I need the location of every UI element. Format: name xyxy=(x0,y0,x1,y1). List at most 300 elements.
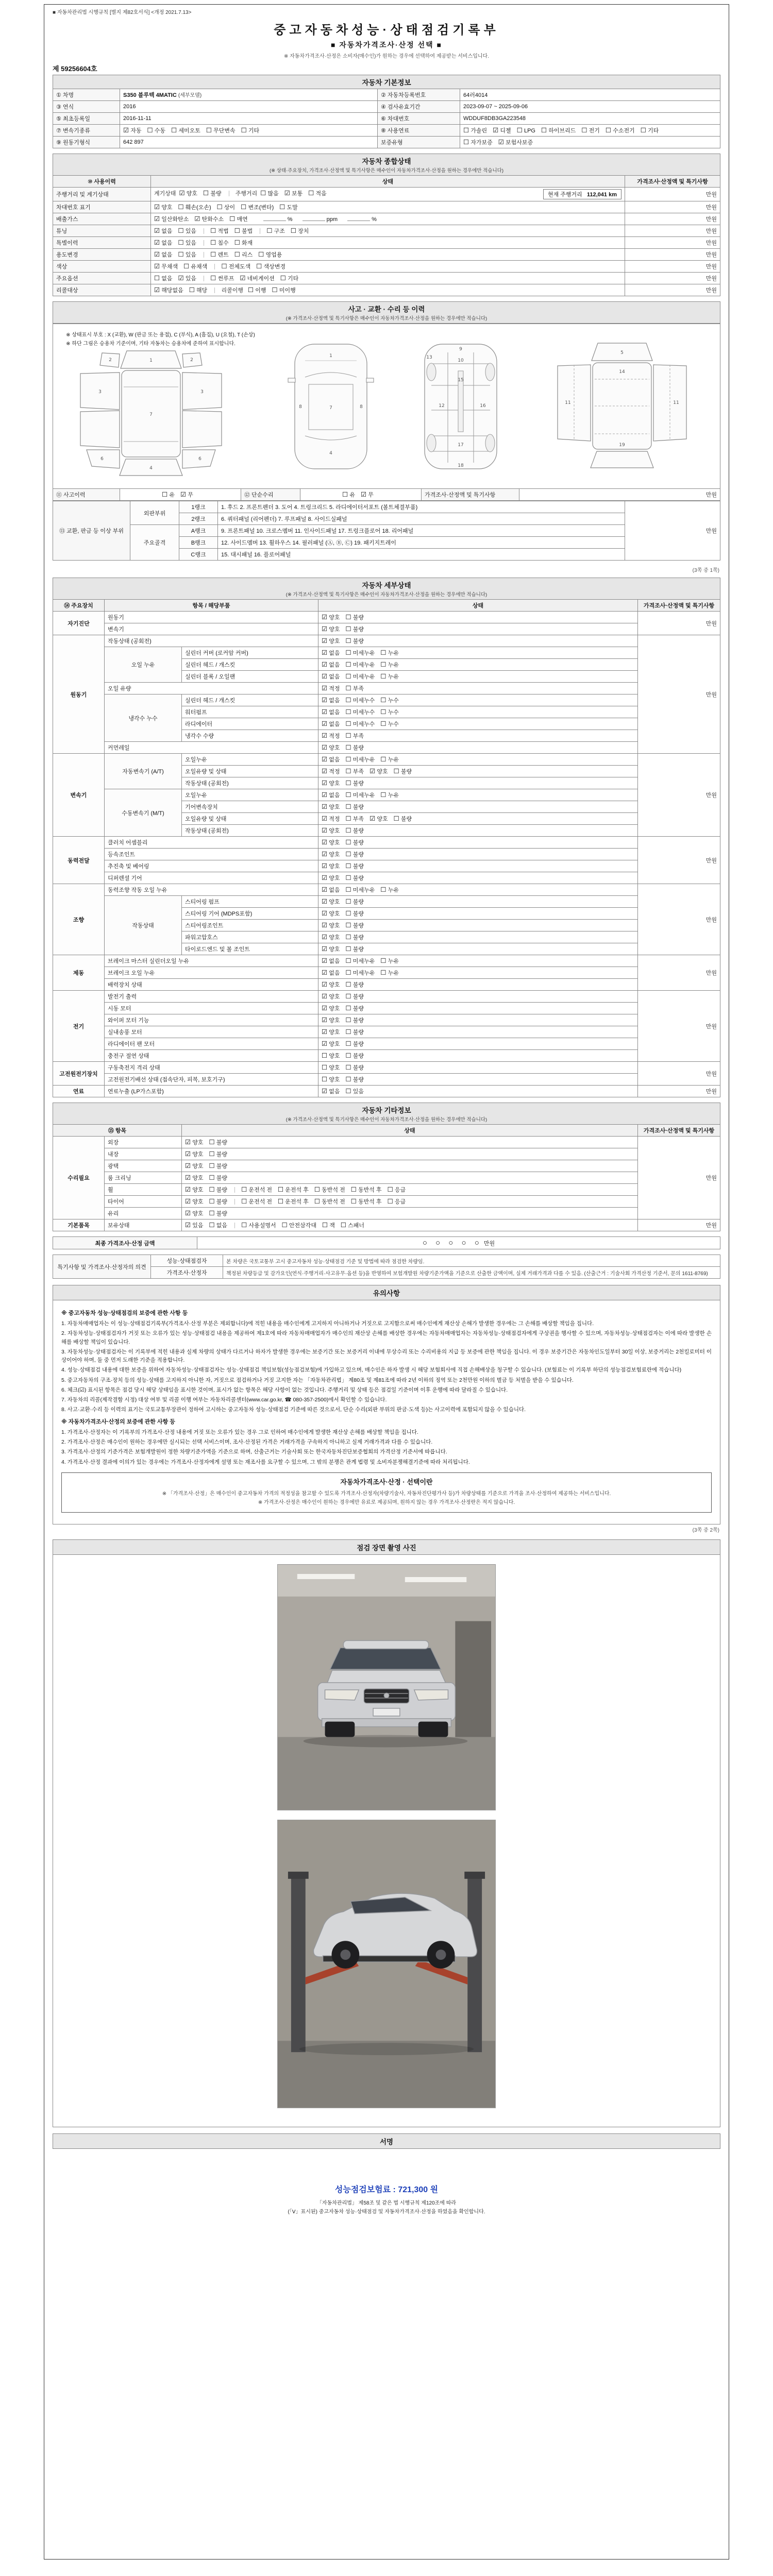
checkbox-checked[interactable]: ☑ 양호 xyxy=(185,1139,204,1146)
checkbox-checked[interactable]: ☑ 양호 xyxy=(322,862,340,870)
table-row xyxy=(53,683,720,694)
checkbox-unchecked[interactable]: ☐ 가솔린 xyxy=(463,127,488,134)
checkbox-checked[interactable]: ☑ 없음 xyxy=(322,886,340,893)
checkbox-unchecked[interactable]: ☐ 운전석 전 xyxy=(241,1186,273,1193)
checkbox-unchecked[interactable]: ☐ 미세누유 xyxy=(345,649,375,656)
opinion-appraiser-label: 가격조사·산정자 xyxy=(151,1267,223,1279)
checkbox-unchecked[interactable]: ☐ 양호 xyxy=(322,1052,340,1059)
checkbox-checked[interactable]: ☑ 양호 xyxy=(322,1005,340,1012)
svg-text:14: 14 xyxy=(619,369,625,375)
opinion-label: 특기사항 및 가격조사·산정자의 의견 xyxy=(53,1255,151,1279)
checkbox-checked[interactable]: ☑ 양호 xyxy=(322,934,340,941)
checkbox-unchecked[interactable]: ☐ 적법 xyxy=(210,227,229,234)
checkbox-checked[interactable]: ☑ 양호 xyxy=(322,637,340,645)
checkbox-unchecked[interactable]: ☐ 누유 xyxy=(380,756,399,763)
checkbox-unchecked[interactable]: ☐ 부족 xyxy=(345,768,364,775)
final-price-table xyxy=(53,1236,720,1249)
table-row xyxy=(53,284,720,296)
checkbox-unchecked[interactable]: ☐ 기타 xyxy=(640,127,659,134)
checkbox-unchecked[interactable]: ☐ 불량 xyxy=(393,815,412,822)
checkbox-checked[interactable]: ☑ 없음 xyxy=(154,227,173,234)
form-reference: ■ 자동차관리법 시행규칙 [별지 제82호서식] <개정 2021.7.13> xyxy=(53,10,192,15)
transmission-checks xyxy=(120,125,378,137)
table-row xyxy=(53,1074,720,1086)
notice-part1-title: ※ 중고자동차 성능·상태점검의 보증에 관한 사항 등 xyxy=(61,1310,188,1316)
item-label: 클러치 어셈블리 xyxy=(105,837,318,849)
checkbox-checked[interactable]: ☑ 양호 xyxy=(185,1186,204,1193)
checkbox-unchecked[interactable]: ☐ 불량 xyxy=(345,945,364,953)
table-row xyxy=(53,1208,720,1219)
state-checks xyxy=(318,683,638,694)
checkbox-unchecked[interactable]: ☐ 잭 xyxy=(322,1222,335,1229)
checkbox-unchecked[interactable]: ☐ 불량 xyxy=(345,910,364,917)
current-mileage-label: 현재 주행거리 xyxy=(548,192,582,198)
price-survey-definition-box xyxy=(61,1472,712,1513)
special-history-label: 특별이력 xyxy=(53,237,151,249)
checkbox-checked[interactable]: ☑ 양호 xyxy=(369,768,388,775)
state-checks xyxy=(318,754,638,766)
checkbox-unchecked[interactable]: ☐ 응급 xyxy=(387,1186,406,1193)
group-engine: 원동기 xyxy=(53,635,105,754)
section-header-basic xyxy=(53,75,720,89)
checkbox-unchecked[interactable]: ☐ 불량 xyxy=(345,1076,364,1083)
checkbox-unchecked[interactable]: ☐ 불량 xyxy=(345,862,364,870)
checkbox-checked[interactable]: ☑ 탄화수소 xyxy=(194,215,224,223)
checkbox-checked[interactable]: ☑ 없음 xyxy=(322,697,340,704)
svg-text:1: 1 xyxy=(329,353,332,359)
checkbox-unchecked[interactable]: ☐ 훼손(오손) xyxy=(178,204,211,211)
table-row xyxy=(53,1050,720,1062)
checkbox-unchecked[interactable]: ☐ 영업용 xyxy=(258,251,282,258)
checkbox-unchecked[interactable]: ☐ 불량 xyxy=(345,981,364,988)
checkbox-unchecked[interactable]: ☐ 불량 xyxy=(345,922,364,929)
item-label: 오일유량 및 상태 xyxy=(182,766,318,777)
simple-repair-checks xyxy=(300,489,422,501)
item-label: 시동 모터 xyxy=(105,1003,318,1014)
checkbox-unchecked[interactable]: ☐ 썬루프 xyxy=(210,275,234,282)
checkbox-unchecked[interactable]: ☐ 운전석 전 xyxy=(241,1198,273,1205)
item-label: 원동기 xyxy=(105,612,318,623)
checkbox-checked[interactable]: ☑ 양호 xyxy=(179,190,198,197)
checkbox-unchecked[interactable]: ☐ 미세누수 xyxy=(345,708,375,716)
checkbox-checked[interactable]: ☑ 무 xyxy=(180,491,193,498)
checkbox-checked[interactable]: ☑ 양호 xyxy=(369,815,388,822)
checkbox-checked[interactable]: ☑ 무 xyxy=(361,491,374,498)
checkbox-checked[interactable]: ☑ 적정 xyxy=(322,732,340,739)
table-row xyxy=(53,837,720,849)
checkbox-unchecked[interactable]: ☐ 불량 xyxy=(209,1162,228,1170)
special-kind-checks xyxy=(210,240,258,246)
checkbox-checked[interactable]: ☑ 양호 xyxy=(322,993,340,1000)
col-device: ⑭ 주요장치 xyxy=(53,600,105,612)
table-row xyxy=(53,137,720,148)
checkbox-unchecked[interactable]: ☐ 색상변경 xyxy=(256,263,285,270)
emission-label: 배출가스 xyxy=(53,213,151,225)
col-price: 가격조사·산정액 및 특기사항 xyxy=(638,600,720,612)
tuning-state-cell xyxy=(151,225,625,237)
checkbox-unchecked[interactable]: ☐ 유채색 xyxy=(183,263,208,270)
checkbox-checked[interactable]: ☑ 양호 xyxy=(185,1162,204,1170)
checkbox-checked[interactable]: ☑ 있음 xyxy=(178,275,197,282)
checkbox-unchecked[interactable]: ☐ 전체도색 xyxy=(221,263,251,270)
checkbox-checked[interactable]: ☑ 양호 xyxy=(322,1040,340,1047)
item-label: 오일유량 및 상태 xyxy=(182,813,318,825)
notice-paragraph: 2. 자동차성능·상태점검자가 거짓 또는 오류가 있는 성능·상태점검 내용을 제공하여 제1호에 따라 자동차매매업자가 매수인의 재산상 손해를 배상한 경우에는 자동차매매업자는 자동차성능·상태점검자에게 구상권을 행사할 수 있으며, 자동차성능·상태점검자는 이에 따라 발생한 손해를 배상할 책임이 있습니다. xyxy=(61,1330,712,1345)
checkbox-checked[interactable]: ☑ 양호 xyxy=(322,779,340,787)
checkbox-unchecked[interactable]: ☐ 운전석 후 xyxy=(278,1186,309,1193)
checkbox-unchecked[interactable]: ☐ 불량 xyxy=(393,768,412,775)
svg-text:17: 17 xyxy=(458,442,464,448)
checkbox-unchecked[interactable]: ☐ 양호 xyxy=(322,1076,340,1083)
item-label: 휠 xyxy=(105,1184,182,1196)
checkbox-unchecked[interactable]: ☐ 누유 xyxy=(380,886,399,893)
checkbox-unchecked[interactable]: ☐ 불량 xyxy=(345,1064,364,1071)
final-price-value: ○ ○ ○ ○ ○ xyxy=(422,1239,482,1247)
checkbox-checked[interactable]: ☑ 적정 xyxy=(322,815,340,822)
checkbox-unchecked[interactable]: ☐ 불량 xyxy=(345,744,364,751)
notice-part1-list xyxy=(61,1319,712,1414)
checkbox-checked[interactable]: ☑ 양호 xyxy=(185,1150,204,1158)
checkbox-unchecked[interactable]: ☐ 없음 xyxy=(209,1222,228,1229)
state-cell xyxy=(182,1219,638,1231)
group-highvolt: 고전원전기장치 xyxy=(53,1062,105,1086)
detail-condition-table xyxy=(53,578,720,1097)
checkbox-unchecked[interactable]: ☐ 화재 xyxy=(234,239,253,246)
checkbox-checked[interactable]: ☑ 양호 xyxy=(185,1174,204,1181)
divider xyxy=(214,264,215,269)
checkbox-unchecked[interactable]: ☐ 불량 xyxy=(345,1040,364,1047)
checkbox-unchecked[interactable]: ☐ 구조 xyxy=(266,227,285,234)
car-name-value xyxy=(120,89,378,101)
checkbox-unchecked[interactable]: ☐ 없음 xyxy=(154,275,173,282)
checkbox-unchecked[interactable]: ☐ 불량 xyxy=(209,1174,228,1181)
checkbox-unchecked[interactable]: ☐ 있음 xyxy=(178,227,197,234)
checkbox-unchecked[interactable]: ☐ 불량 xyxy=(345,779,364,787)
checkbox-unchecked[interactable]: ☐ 동반석 전 xyxy=(314,1198,345,1205)
checkbox-unchecked[interactable]: ☐ 리스 xyxy=(234,251,253,258)
checkbox-checked[interactable]: ☑ 적정 xyxy=(322,685,340,692)
checkbox-unchecked[interactable]: ☐ 불량 xyxy=(345,1028,364,1036)
state-checks xyxy=(318,647,638,659)
checkbox-checked[interactable]: ☑ 양호 xyxy=(322,827,340,834)
checkbox-unchecked[interactable]: ☐ 누수 xyxy=(380,708,399,716)
checkbox-unchecked[interactable]: ☐ 적음 xyxy=(308,190,327,197)
checkbox-checked[interactable]: ☑ 양호 xyxy=(322,614,340,621)
table-row xyxy=(53,1137,720,1148)
state-checks xyxy=(318,742,638,754)
checkbox-unchecked[interactable]: ☐ 불량 xyxy=(203,190,222,197)
state-checks xyxy=(182,1160,638,1172)
checkbox-unchecked[interactable]: ☐ 누유 xyxy=(380,649,399,656)
engine-type-value: 642 897 xyxy=(120,137,378,148)
checkbox-unchecked[interactable]: ☐ 장치 xyxy=(290,227,309,234)
checkbox-checked[interactable]: ☑ 없음 xyxy=(322,756,340,763)
checkbox-unchecked[interactable]: ☐ 렌트 xyxy=(210,251,229,258)
checkbox-unchecked[interactable]: ☐ 안전삼각대 xyxy=(281,1222,316,1229)
checkbox-unchecked[interactable]: ☐ 미세누유 xyxy=(345,886,375,893)
checkbox-unchecked[interactable]: ☐ 동반석 후 xyxy=(350,1186,382,1193)
exchange-label: ⑬ 교환, 판금 등 이상 부위 xyxy=(53,501,130,561)
checkbox-unchecked[interactable]: ☐ 불량 xyxy=(345,1016,364,1024)
checkbox-checked[interactable]: ☑ 자동 xyxy=(123,127,142,134)
checkbox-unchecked[interactable]: ☐ 있음 xyxy=(178,251,197,258)
state-checks xyxy=(182,1148,638,1160)
state-checks xyxy=(318,1026,638,1038)
status-code-legend: ※ 상태표시 부호 : X (교환), W (판금 또는 용접), C (부식), A (흠집), U (요철), T (손상) xyxy=(66,332,255,338)
checkbox-unchecked[interactable]: ☐ 수동 xyxy=(147,127,166,134)
checkbox-unchecked[interactable]: ☐ 미세누유 xyxy=(345,756,375,763)
checkbox-unchecked[interactable]: ☐ 도말 xyxy=(279,204,298,211)
svg-text:9: 9 xyxy=(459,346,463,352)
tuning-checks xyxy=(154,228,202,234)
table-row xyxy=(53,1003,720,1014)
checkbox-unchecked[interactable]: ☐ 수소전기 xyxy=(605,127,635,134)
checkbox-unchecked[interactable]: ☐ 불량 xyxy=(345,637,364,645)
item-label: 보유상태 xyxy=(105,1219,182,1231)
table-row xyxy=(53,1026,720,1038)
checkbox-unchecked[interactable]: ☐ 부족 xyxy=(345,685,364,692)
gauge-label: 계기상태 xyxy=(154,191,176,197)
state-checks xyxy=(318,1014,638,1026)
checkbox-checked[interactable]: ☑ 양호 xyxy=(322,803,340,810)
checkbox-checked[interactable]: ☑ 보험사보증 xyxy=(498,139,533,146)
checkbox-unchecked[interactable]: ☐ 유 xyxy=(342,491,355,498)
checkbox-unchecked[interactable]: ☐ 누수 xyxy=(380,720,399,727)
checkbox-unchecked[interactable]: ☐ 불량 xyxy=(209,1150,228,1158)
checkbox-unchecked[interactable]: ☐ 불량 xyxy=(345,934,364,941)
warranty-checks xyxy=(460,137,720,148)
checkbox-unchecked[interactable]: ☐ LPG xyxy=(516,127,535,134)
checkbox-unchecked[interactable]: ☐ 누유 xyxy=(380,791,399,799)
checkbox-unchecked[interactable]: ☐ 불량 xyxy=(345,1052,364,1059)
checkbox-unchecked[interactable]: ☐ 미세누유 xyxy=(345,969,375,976)
checkbox-checked[interactable]: ☑ 양호 xyxy=(154,204,173,211)
state-checks xyxy=(318,837,638,849)
checkbox-unchecked[interactable]: ☐ 이행 xyxy=(248,286,266,294)
item-label: 실린더 헤드 / 개스킷 xyxy=(182,659,318,671)
table-row xyxy=(53,1219,720,1231)
checkbox-unchecked[interactable]: ☐ 있음 xyxy=(178,239,197,246)
checkbox-unchecked[interactable]: ☐ 미이행 xyxy=(272,286,296,294)
checkbox-unchecked[interactable]: ☐ 동반석 후 xyxy=(350,1198,382,1205)
state-checks xyxy=(318,777,638,789)
checkbox-checked[interactable]: ☑ 없음 xyxy=(322,673,340,680)
checkbox-unchecked[interactable]: ☐ 불량 xyxy=(345,839,364,846)
section-note-overall: (※ 상태·주요장치, 가격조사·산정액 및 특기사항은 매수인이 자동차가격조사·산정을 원하는 경우에만 적습니다) xyxy=(270,168,503,174)
checkbox-unchecked[interactable]: ☐ 불량 xyxy=(345,827,364,834)
state-checks xyxy=(318,694,638,706)
checkbox-checked[interactable]: ☑ 없음 xyxy=(154,251,173,258)
checkbox-unchecked[interactable]: ☐ 미세누수 xyxy=(345,720,375,727)
checkbox-unchecked[interactable]: ☐ 누수 xyxy=(380,697,399,704)
checkbox-checked[interactable]: ☑ 없음 xyxy=(322,649,340,656)
checkbox-checked[interactable]: ☑ 네비게이션 xyxy=(240,275,275,282)
recall-label: 리콜대상 xyxy=(53,284,151,296)
checkbox-checked[interactable]: ☑ 보통 xyxy=(284,190,303,197)
vin-mark-label: 차대번호 표기 xyxy=(53,201,151,213)
checkbox-unchecked[interactable]: ☐ 부족 xyxy=(345,732,364,739)
checkbox-unchecked[interactable]: ☐ 기타 xyxy=(241,127,260,134)
checkbox-checked[interactable]: ☑ 해당없음 xyxy=(154,286,183,294)
item-label: 작동상태 (공회전) xyxy=(105,635,318,647)
table-row xyxy=(53,860,720,872)
checkbox-checked[interactable]: ☑ 양호 xyxy=(322,922,340,929)
checkbox-checked[interactable]: ☑ 없음 xyxy=(322,708,340,716)
checkbox-unchecked[interactable]: ☐ 상이 xyxy=(216,204,236,211)
item-label: 타이어 xyxy=(105,1196,182,1208)
checkbox-unchecked[interactable]: ☐ 있음 xyxy=(345,1088,364,1095)
checkbox-checked[interactable]: ☑ 양호 xyxy=(322,898,340,905)
rankA-label: A랭크 xyxy=(179,525,218,537)
item-label: 커먼레일 xyxy=(105,742,318,754)
item-label: 냉각수 수량 xyxy=(182,730,318,742)
checkbox-unchecked[interactable]: ☐ 누유 xyxy=(380,661,399,668)
checkbox-checked[interactable]: ☑ 양호 xyxy=(322,744,340,751)
state-checks xyxy=(318,789,638,801)
checkbox-unchecked[interactable]: ☐ 불량 xyxy=(209,1210,228,1217)
price-cell: 만원 xyxy=(638,1086,720,1097)
checkbox-checked[interactable]: ☑ 적정 xyxy=(322,768,340,775)
checkbox-checked[interactable]: ☑ 양호 xyxy=(322,625,340,633)
checkbox-checked[interactable]: ☑ 양호 xyxy=(322,910,340,917)
table-row xyxy=(53,1038,720,1050)
checkbox-checked[interactable]: ☑ 무채색 xyxy=(154,263,178,270)
item-label: 파워고압호스 xyxy=(182,931,318,943)
checkbox-checked[interactable]: ☑ 없음 xyxy=(322,720,340,727)
checkbox-unchecked[interactable]: ☐ 전기 xyxy=(581,127,600,134)
checkbox-checked[interactable]: ☑ 양호 xyxy=(322,1016,340,1024)
checkbox-unchecked[interactable]: ☐ 불량 xyxy=(345,625,364,633)
checkbox-unchecked[interactable]: ☐ 미세누유 xyxy=(345,791,375,799)
checkbox-unchecked[interactable]: ☐ 부족 xyxy=(345,815,364,822)
checkbox-checked[interactable]: ☑ 없음 xyxy=(322,661,340,668)
gauge-checks xyxy=(179,191,227,197)
special-history-cell xyxy=(151,237,625,249)
checkbox-checked[interactable]: ☑ 디젤 xyxy=(493,127,511,134)
emission-value-slot xyxy=(347,215,370,221)
table-row xyxy=(53,754,720,766)
checkbox-unchecked[interactable]: ☐ 매연 xyxy=(229,215,248,223)
state-checks xyxy=(318,1074,638,1086)
state-checks xyxy=(318,612,638,623)
checkbox-checked[interactable]: ☑ 없음 xyxy=(322,791,340,799)
rankC-label: C랭크 xyxy=(179,549,218,561)
checkbox-checked[interactable]: ☑ 양호 xyxy=(185,1198,204,1205)
table-row xyxy=(53,1196,720,1208)
checkbox-checked[interactable]: ☑ 양호 xyxy=(322,1028,340,1036)
checkbox-checked[interactable]: ☑ 양호 xyxy=(322,851,340,858)
checkbox-checked[interactable]: ☑ 양호 xyxy=(322,981,340,988)
checkbox-unchecked[interactable]: ☐ 누유 xyxy=(380,969,399,976)
checkbox-unchecked[interactable]: ☐ 불량 xyxy=(209,1186,228,1193)
checkbox-unchecked[interactable]: ☐ 동반석 전 xyxy=(314,1186,345,1193)
checkbox-unchecked[interactable]: ☐ 미세누수 xyxy=(345,697,375,704)
checkbox-checked[interactable]: ☑ 양호 xyxy=(322,945,340,953)
checkbox-unchecked[interactable]: ☐ 불량 xyxy=(345,1005,364,1012)
svg-text:13: 13 xyxy=(426,354,433,360)
checkbox-unchecked[interactable]: ☐ 변조(변타) xyxy=(241,204,274,211)
checkbox-unchecked[interactable]: ☐ 많음 xyxy=(260,190,279,197)
checkbox-unchecked[interactable]: ☐ 무단변속 xyxy=(206,127,236,134)
item-label: 룸 크리닝 xyxy=(105,1172,182,1184)
usage-change-cell xyxy=(151,249,625,261)
checkbox-unchecked[interactable]: ☐ 미세누유 xyxy=(345,673,375,680)
checkbox-unchecked[interactable]: ☐ 세미오토 xyxy=(171,127,200,134)
state-checks xyxy=(318,1050,638,1062)
checkbox-unchecked[interactable]: ☐ 불량 xyxy=(345,851,364,858)
checkbox-checked[interactable]: ☑ 없음 xyxy=(322,969,340,976)
checkbox-unchecked[interactable]: ☐ 미세누유 xyxy=(345,957,375,964)
accident-price-label: 가격조사·산정액 및 특기사항 xyxy=(422,489,519,501)
group-repair-need: 수리필요 xyxy=(53,1137,105,1219)
table-row xyxy=(53,694,720,706)
state-checks xyxy=(185,1223,233,1229)
model-year-value: 2016 xyxy=(120,101,378,113)
checkbox-unchecked[interactable]: ☐ 해당 xyxy=(189,286,208,294)
section-header-accident xyxy=(53,302,720,324)
checkbox-unchecked[interactable]: ☐ 양호 xyxy=(322,1064,340,1071)
subgroup-oil-leak: 오일 누유 xyxy=(105,647,182,683)
table-row xyxy=(53,213,720,225)
checkbox-unchecked[interactable]: ☐ 불량 xyxy=(209,1139,228,1146)
checkbox-unchecked[interactable]: ☐ 불법 xyxy=(234,227,253,234)
rankA-items: 9. 프론트패널 10. 크로스멤버 11. 인사이드패널 17. 트렁크플로어 18. 리어패널 xyxy=(218,525,625,537)
checkbox-checked[interactable]: ☑ 없음 xyxy=(154,239,173,246)
item-label: 실린더 헤드 / 개스킷 xyxy=(182,694,318,706)
emission-unit-2: ppm xyxy=(326,216,338,223)
checkbox-unchecked[interactable]: ☐ 하이브리드 xyxy=(541,127,576,134)
checkbox-unchecked[interactable]: ☐ 유 xyxy=(162,491,175,498)
checkbox-unchecked[interactable]: ☐ 불량 xyxy=(209,1198,228,1205)
checkbox-unchecked[interactable]: ☐ 미세누유 xyxy=(345,661,375,668)
checkbox-checked[interactable]: ☑ 없음 xyxy=(322,957,340,964)
checkbox-checked[interactable]: ☑ 있음 xyxy=(185,1222,204,1229)
checkbox-unchecked[interactable]: ☐ 불량 xyxy=(345,898,364,905)
checkbox-checked[interactable]: ☑ 양호 xyxy=(185,1210,204,1217)
divider xyxy=(234,1199,235,1205)
checkbox-unchecked[interactable]: ☐ 누유 xyxy=(380,957,399,964)
checkbox-unchecked[interactable]: ☐ 불량 xyxy=(345,803,364,810)
state-checks xyxy=(185,1187,233,1193)
section-note-accident: (※ 가격조사·산정액 및 특기사항은 매수인이 자동차가격조사·산정을 원하는 경우에만 적습니다) xyxy=(285,316,488,321)
notice-paragraph: 6. 체크(☑) 표시된 항목은 점검 당시 해당 상태임을 표시한 것이며, 표시가 없는 항목은 해당 사항이 없는 것입니다. 주행거리 및 상태 등은 점검일 기준이며 이후 운행에 따라 달라질 수 있습니다. xyxy=(61,1386,508,1393)
checkbox-unchecked[interactable]: ☐ 자가보증 xyxy=(463,139,493,146)
checkbox-checked[interactable]: ☑ 없음 xyxy=(322,1088,340,1095)
checkbox-checked[interactable]: ☑ 일산화탄소 xyxy=(154,215,189,223)
item-label: 연료누출 (LP가스포함) xyxy=(105,1086,318,1097)
checkbox-unchecked[interactable]: ☐ 누유 xyxy=(380,673,399,680)
checkbox-unchecked[interactable]: ☐ 기타 xyxy=(280,275,299,282)
state-checks xyxy=(318,706,638,718)
col-price: 가격조사·산정액 및 특기사항 xyxy=(625,176,720,188)
checkbox-checked[interactable]: ☑ 양호 xyxy=(322,839,340,846)
tuning-label: 튜닝 xyxy=(53,225,151,237)
checkbox-unchecked[interactable]: ☐ 불량 xyxy=(345,874,364,882)
checkbox-unchecked[interactable]: ☐ 불량 xyxy=(345,614,364,621)
checkbox-unchecked[interactable]: ☐ 응급 xyxy=(387,1198,406,1205)
price-cell: 만원 xyxy=(625,249,720,261)
table-row xyxy=(53,501,720,513)
checkbox-unchecked[interactable]: ☐ 사용설명서 xyxy=(241,1222,276,1229)
checkbox-unchecked[interactable]: ☐ 불량 xyxy=(345,993,364,1000)
checkbox-unchecked[interactable]: ☐ 운전석 후 xyxy=(278,1198,309,1205)
checkbox-unchecked[interactable]: ☐ 침수 xyxy=(210,239,229,246)
checkbox-unchecked[interactable]: ☐ 스패너 xyxy=(340,1222,365,1229)
price-survey-definition-line1: ※ 「가격조사·산정」은 매수인이 중고자동차 가격의 적정성을 참고할 수 있도록 가격조사·산정자(차량기술사, 자동차진단평가사 등)가 차량상태를 기준으로 가격을 조사·산정하여 제공하는 서비스입니다. xyxy=(162,1490,611,1497)
section-title-etc: 자동차 기타정보 xyxy=(362,1107,411,1114)
table-row xyxy=(53,1148,720,1160)
checkbox-checked[interactable]: ☑ 양호 xyxy=(322,874,340,882)
